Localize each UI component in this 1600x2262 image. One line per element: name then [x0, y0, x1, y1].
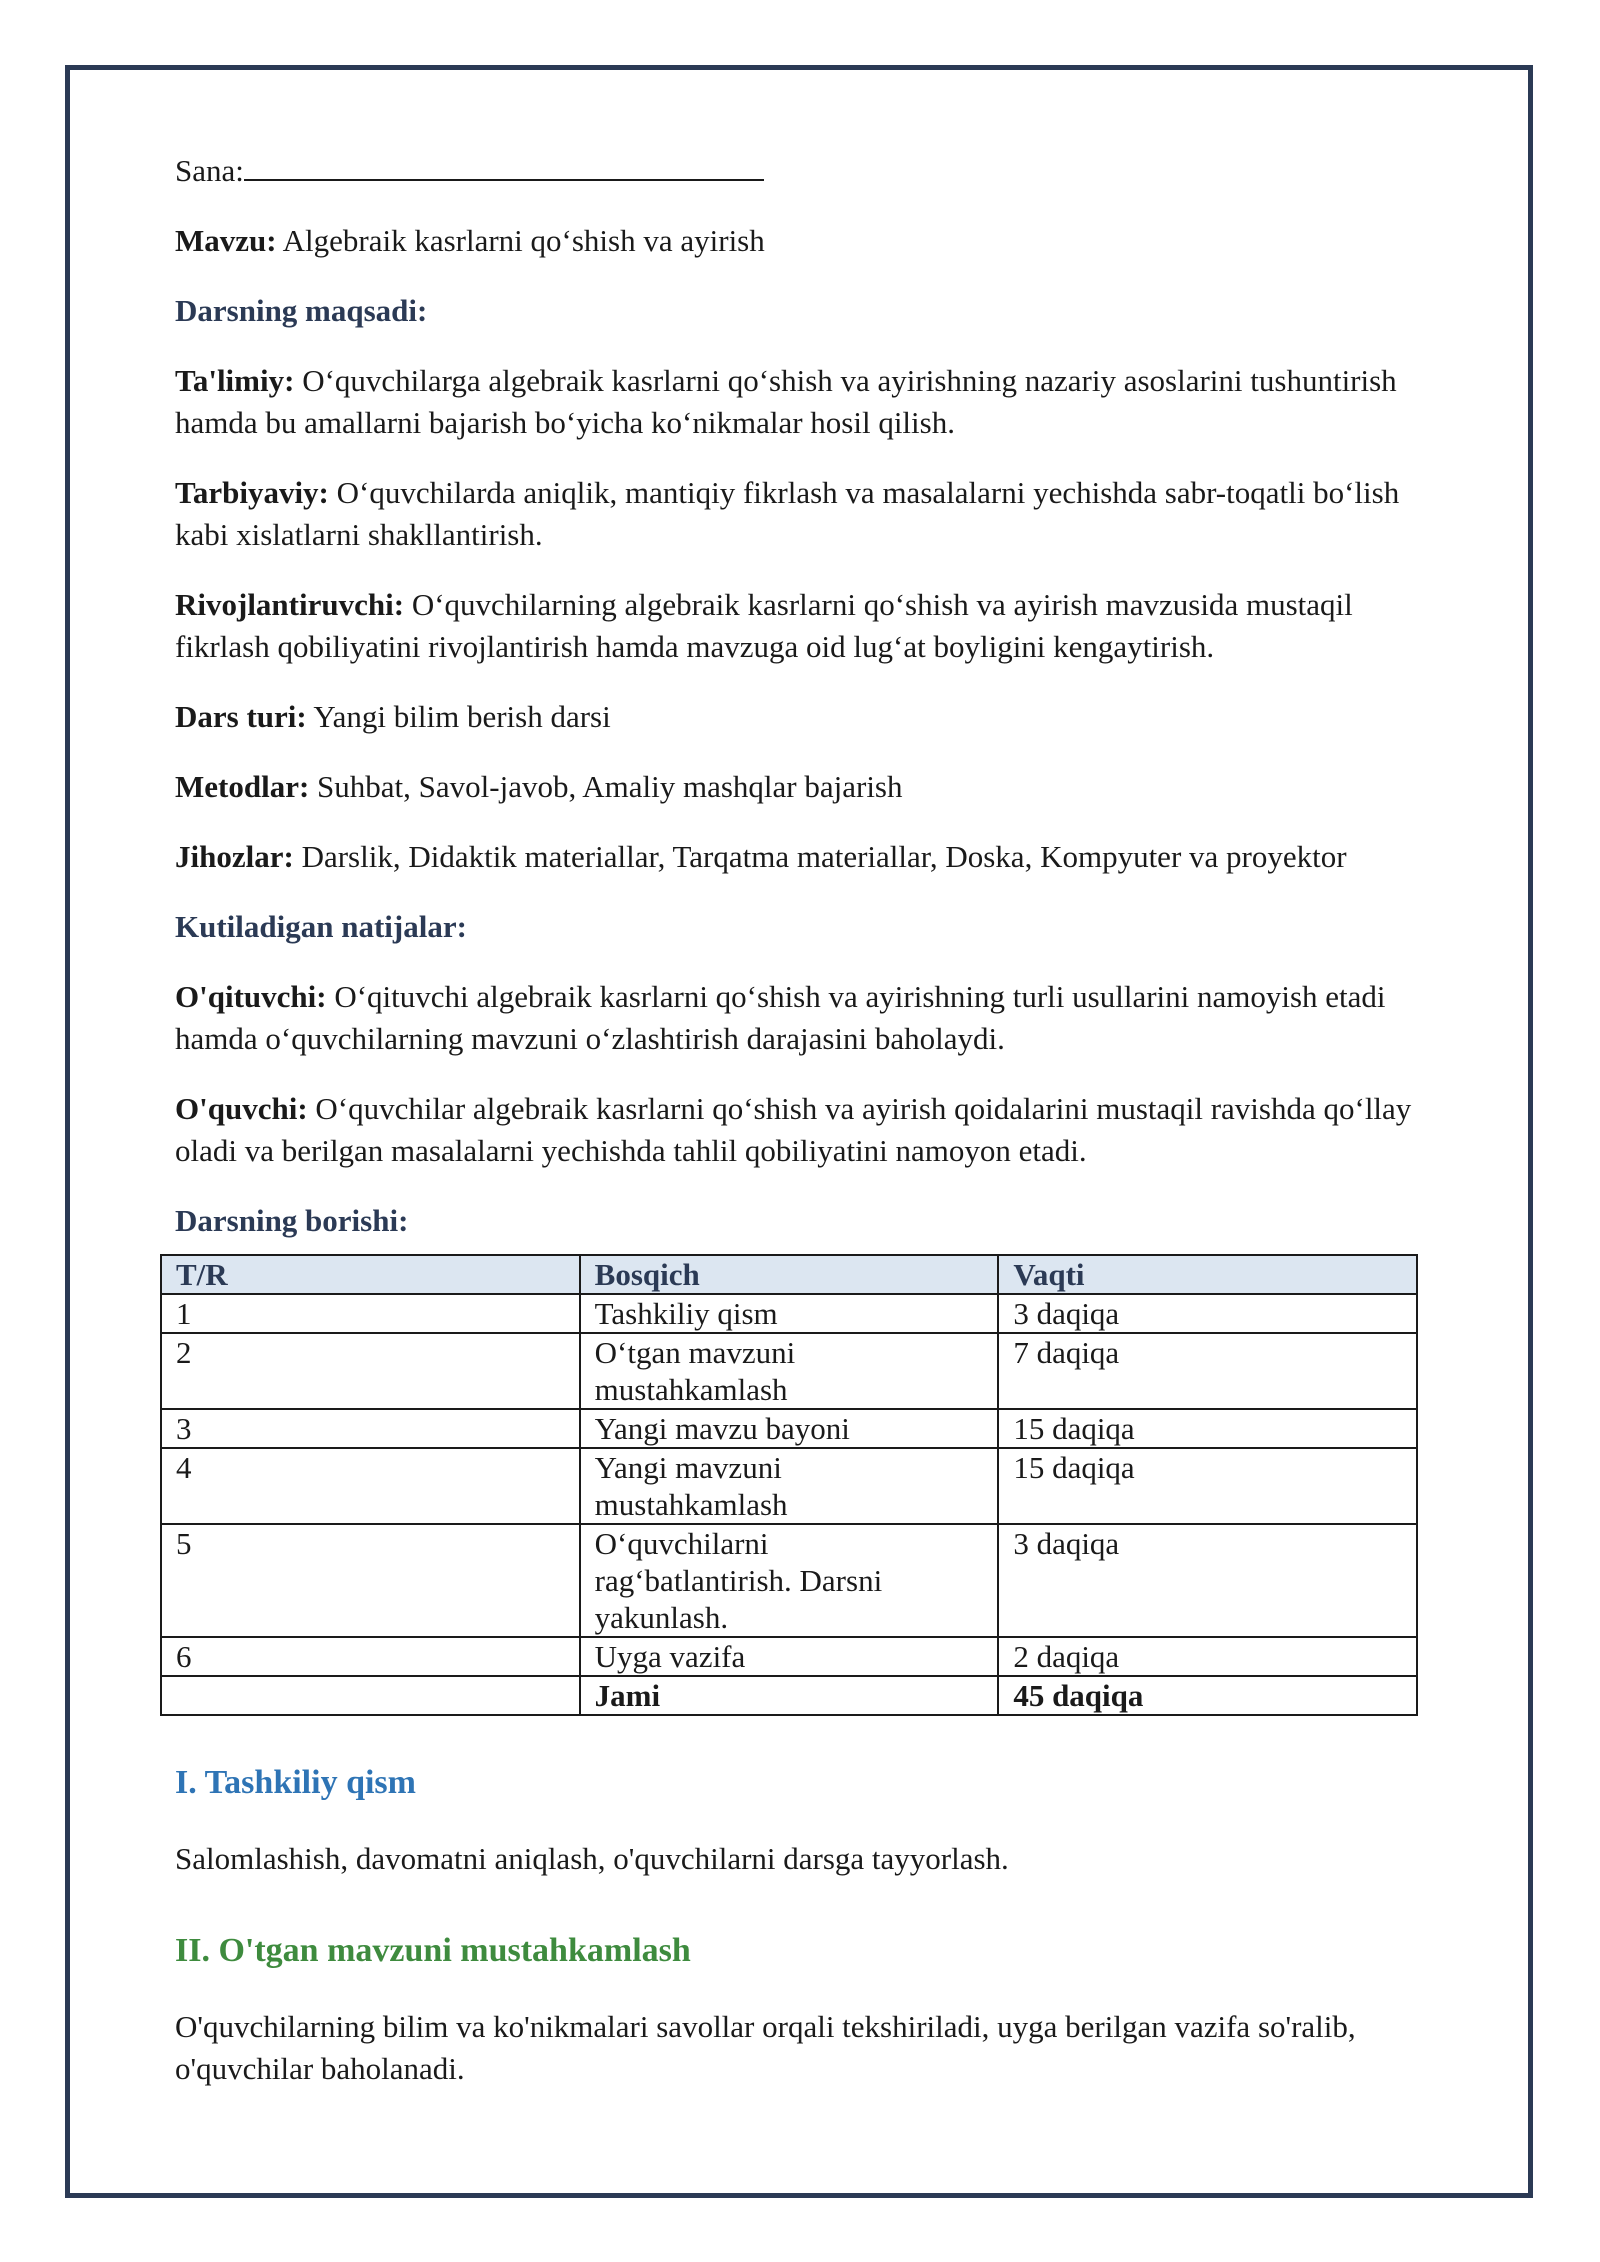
- table-cell: 15 daqiqa: [998, 1409, 1417, 1448]
- goal-upbringing-label: Tarbiyaviy:: [175, 475, 329, 510]
- result-student-label: O'quvchi:: [175, 1091, 308, 1126]
- table-row: [161, 1333, 1417, 1409]
- document-body: [175, 150, 1415, 2118]
- goal-educational: [175, 360, 1415, 444]
- result-teacher-text: O‘qituvchi algebraik kasrlarni qo‘shish va ayirishning turli usullarini namoyish etadi hamda o‘quvchilarning mavzuni o‘zlashtirish darajasini baholaydi.: [175, 979, 1386, 1056]
- table-row: [161, 1448, 1417, 1524]
- table-cell: Tashkiliy qism: [580, 1294, 999, 1333]
- goal-developmental-text: O‘quvchilarning algebraik kasrlarni qo‘shish va ayirish mavzusida mustaqil fikrlash qobiliyatini rivojlantirish hamda mavzuga oid lug‘at boyligini kengaytirish.: [175, 587, 1353, 664]
- goal-developmental-label: Rivojlantiruvchi:: [175, 587, 405, 622]
- lesson-plan-table: [160, 1254, 1418, 1716]
- equipment: [175, 836, 1415, 878]
- table-cell: O‘quvchilarni rag‘batlantirish. Darsni yakunlash.: [580, 1524, 999, 1637]
- table-header-cell: T/R: [161, 1255, 580, 1294]
- table-header-cell: Vaqti: [998, 1255, 1417, 1294]
- lesson-type: [175, 696, 1415, 738]
- table-header-cell: Bosqich: [580, 1255, 999, 1294]
- date-label: Sana:: [175, 153, 244, 188]
- lesson-type-label: Dars turi:: [175, 699, 307, 734]
- date-line: [175, 150, 1415, 192]
- goal-educational-label: Ta'limiy:: [175, 363, 295, 398]
- goal-educational-text: O‘quvchilarga algebraik kasrlarni qo‘shish va ayirishning nazariy asoslarini tushuntirish hamda bu amallarni bajarish bo‘yicha ko‘nikmalar hosil qilish.: [175, 363, 1397, 440]
- table-cell: 3 daqiqa: [998, 1294, 1417, 1333]
- procedure-heading: Darsning borishi:: [175, 1203, 409, 1238]
- table-cell: 15 daqiqa: [998, 1448, 1417, 1524]
- methods-text: Suhbat, Savol-javob, Amaliy mashqlar bajarish: [317, 769, 903, 804]
- methods: [175, 766, 1415, 808]
- table-total-row: [161, 1676, 1417, 1715]
- section-2-text: O'quvchilarning bilim va ko'nikmalari savollar orqali tekshiriladi, uyga berilgan vazifa so'ralib, o'quvchilar baholanadi.: [175, 2009, 1356, 2086]
- goal-developmental: [175, 584, 1415, 668]
- table-cell: 6: [161, 1637, 580, 1676]
- section-1-heading: I. Tashkiliy qism: [175, 1764, 416, 1801]
- result-student-text: O‘quvchilar algebraik kasrlarni qo‘shish va ayirish qoidalarini mustaqil ravishda qo‘llay oladi va berilgan masalalarni yechishda tahlil qobiliyatini namoyon etadi.: [175, 1091, 1412, 1168]
- table-cell: Uyga vazifa: [580, 1637, 999, 1676]
- results-heading: Kutiladigan natijalar:: [175, 909, 467, 944]
- goals-heading: Darsning maqsadi:: [175, 293, 428, 328]
- table-cell: Yangi mavzu bayoni: [580, 1409, 999, 1448]
- table-cell: [161, 1676, 580, 1715]
- table-cell: Yangi mavzuni mustahkamlash: [580, 1448, 999, 1524]
- table-cell: 2 daqiqa: [998, 1637, 1417, 1676]
- section-2-heading: II. O'tgan mavzuni mustahkamlash: [175, 1932, 691, 1969]
- table-row: [161, 1409, 1417, 1448]
- result-teacher: [175, 976, 1415, 1060]
- result-teacher-label: O'qituvchi:: [175, 979, 327, 1014]
- section-1-text: Salomlashish, davomatni aniqlash, o'quvchilarni darsga tayyorlash.: [175, 1841, 1009, 1876]
- table-row: [161, 1294, 1417, 1333]
- table-cell: Jami: [580, 1676, 999, 1715]
- table-row: [161, 1524, 1417, 1637]
- table-cell: 3: [161, 1409, 580, 1448]
- methods-label: Metodlar:: [175, 769, 310, 804]
- goal-upbringing: [175, 472, 1415, 556]
- table-cell: 2: [161, 1333, 580, 1409]
- topic-label: Mavzu:: [175, 223, 277, 258]
- table-cell: O‘tgan mavzuni mustahkamlash: [580, 1333, 999, 1409]
- table-header-row: [161, 1255, 1417, 1294]
- table-cell: 3 daqiqa: [998, 1524, 1417, 1637]
- table-cell: 5: [161, 1524, 580, 1637]
- equipment-text: Darslik, Didaktik materiallar, Tarqatma materiallar, Doska, Kompyuter va proyektor: [301, 839, 1347, 874]
- topic-text: Algebraik kasrlarni qo‘shish va ayirish: [282, 223, 765, 258]
- goal-upbringing-text: O‘quvchilarda aniqlik, mantiqiy fikrlash va masalalarni yechishda sabr-toqatli bo‘lish kabi xislatlarni shakllantirish.: [175, 475, 1400, 552]
- topic: [175, 220, 1415, 262]
- table-cell: 1: [161, 1294, 580, 1333]
- result-student: [175, 1088, 1415, 1172]
- equipment-label: Jihozlar:: [175, 839, 294, 874]
- table-row: [161, 1637, 1417, 1676]
- table-cell: 4: [161, 1448, 580, 1524]
- date-blank: [244, 151, 764, 181]
- table-cell: 45 daqiqa: [998, 1676, 1417, 1715]
- lesson-type-text: Yangi bilim berish darsi: [313, 699, 611, 734]
- table-cell: 7 daqiqa: [998, 1333, 1417, 1409]
